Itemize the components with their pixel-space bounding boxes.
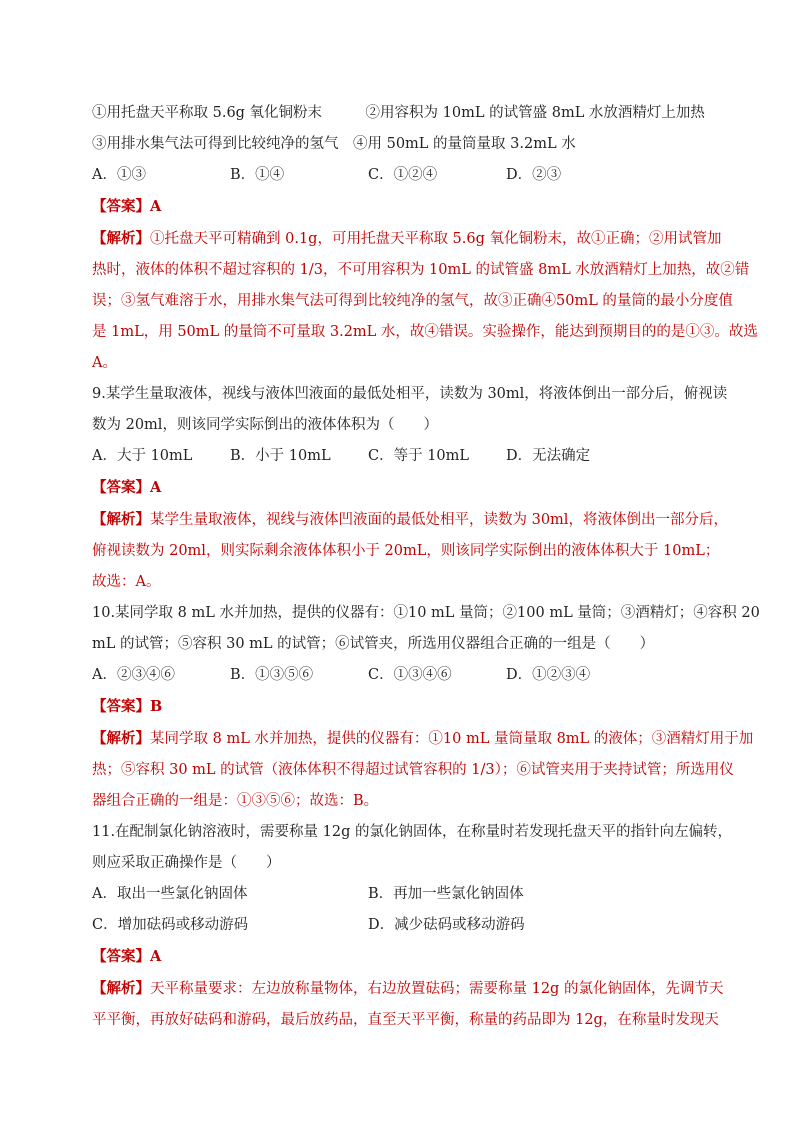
q10-stem-line-1: 10.某同学取 8 mL 水并加热，提供的仪器有：①10 mL 量筒；②100 mL 量筒；③酒精灯；④容积 20 — [92, 605, 760, 621]
q11-options-row-1 — [92, 879, 704, 910]
answer-tag: 【答案】 — [92, 698, 150, 715]
q11-analysis-line-2: 平平衡，再放好砝码和游码，最后放药品，直至天平平衡，称量的药品即为 12g，在称量时发现天 — [92, 1012, 719, 1028]
q8-analysis-line-1 — [92, 223, 722, 255]
answer-tag: 【答案】 — [92, 198, 150, 215]
q10-option-a: A．②③④⑥ — [92, 667, 175, 683]
analysis-text: ①托盘天平可精确到 0.1g，可用托盘天平称取 5.6g 氧化铜粉末，故①正确；②用试管加 — [150, 231, 722, 247]
q8-analysis-line-2: 热时，液体的体积不超过容积的 1/3，不可用容积为 10mL 的试管盛 8mL 水放酒精灯上加热，故②错 — [92, 262, 750, 278]
q10-analysis-line-1 — [92, 723, 754, 755]
analysis-tag: 【解析】 — [92, 980, 150, 997]
analysis-tag: 【解析】 — [92, 230, 150, 247]
q9-options — [92, 441, 704, 472]
q10-analysis-line-3: 器组合正确的一组是：①③⑤⑥；故选：B。 — [92, 793, 379, 809]
q8-option-d: D．②③ — [506, 167, 562, 183]
q10-answer — [92, 691, 704, 723]
q11-option-c: C．增加砝码或移动游码 — [92, 917, 249, 933]
q8-options — [92, 160, 704, 191]
q8-option-a: A．①③ — [92, 167, 146, 183]
q9-option-c: C．等于 10mL — [368, 448, 470, 464]
analysis-text: 某同学取 8 mL 水并加热，提供的仪器有：①10 mL 量筒量取 8mL 的液体；③酒精灯用于加 — [150, 731, 754, 747]
answer-tag: 【答案】 — [92, 948, 150, 965]
analysis-tag: 【解析】 — [92, 511, 150, 528]
q8-answer — [92, 191, 704, 223]
q9-answer — [92, 472, 704, 504]
q10-option-b: B．①③⑤⑥ — [230, 667, 314, 683]
q9-option-b: B．小于 10mL — [230, 448, 331, 464]
q9-option-a: A．大于 10mL — [92, 448, 193, 464]
document-page — [92, 98, 760, 1036]
q9-stem-line-2: 数为 20ml，则该同学实际倒出的液体体积为（ ） — [92, 417, 438, 433]
q8-statement-line-2: ③用排水集气法可得到比较纯净的氢气 ④用 50mL 的量筒量取 3.2mL 水 — [92, 136, 576, 152]
q11-answer — [92, 941, 704, 973]
q11-options-row-2 — [92, 910, 704, 941]
analysis-text: 某学生量取液体，视线与液体凹液面的最低处相平，读数为 30ml，将液体倒出一部分后， — [150, 512, 728, 528]
q8-option-c: C．①②④ — [368, 167, 438, 183]
q10-options — [92, 660, 704, 691]
answer-value: A — [150, 479, 162, 496]
q9-stem-line-1: 9.某学生量取液体，视线与液体凹液面的最低处相平，读数为 30ml，将液体倒出一部分后，俯视读 — [92, 386, 728, 402]
q9-analysis-line-1 — [92, 504, 728, 536]
q9-option-d: D．无法确定 — [506, 448, 591, 464]
q11-option-d: D．减少砝码或移动游码 — [368, 917, 525, 933]
q11-option-a: A．取出一些氯化钠固体 — [92, 886, 248, 902]
q11-option-b: B．再加一些氯化钠固体 — [368, 886, 524, 902]
q10-option-c: C．①③④⑥ — [368, 667, 452, 683]
q9-analysis-line-3: 故选：A。 — [92, 574, 161, 590]
q10-analysis-line-2: 热；⑤容积 30 mL 的试管（液体体积不得超过试管容积的 1/3）；⑥试管夹用于夹持试管；所选用仪 — [92, 762, 734, 778]
q8-analysis-line-5: A。 — [92, 355, 117, 371]
answer-value: B — [150, 698, 163, 715]
answer-value: A — [150, 948, 162, 965]
q11-stem-line-1: 11.在配制氯化钠溶液时，需要称量 12g 的氯化钠固体，在称量时若发现托盘天平的指针向左偏转， — [92, 824, 733, 840]
analysis-tag: 【解析】 — [92, 730, 150, 747]
q8-statement-line-1: ①用托盘天平称取 5.6g 氧化铜粉末 ②用容积为 10mL 的试管盛 8mL 水放酒精灯上加热 — [92, 105, 705, 121]
q8-analysis-line-3: 误；③氢气难溶于水，用排水集气法可得到比较纯净的氢气，故③正确④50mL 的量筒的最小分度值 — [92, 293, 733, 309]
q11-analysis-line-1 — [92, 973, 724, 1005]
q11-stem-line-2: 则应采取正确操作是（ ） — [92, 855, 281, 871]
answer-tag: 【答案】 — [92, 479, 150, 496]
q10-option-d: D．①②③④ — [506, 667, 591, 683]
q9-analysis-line-2: 俯视读数为 20ml，则实际剩余液体体积小于 20mL，则该同学实际倒出的液体体积大于 10mL； — [92, 543, 720, 559]
q8-analysis-line-4: 是 1mL，用 50mL 的量筒不可量取 3.2mL 水，故④错误。实验操作，能达到预期目的的是①③。故选 — [92, 324, 758, 340]
answer-value: A — [150, 198, 162, 215]
analysis-text: 天平称量要求：左边放称量物体，右边放置砝码；需要称量 12g 的氯化钠固体，先调节天 — [150, 981, 724, 997]
q8-option-b: B．①④ — [230, 167, 285, 183]
q10-stem-line-2: mL 的试管；⑤容积 30 mL 的试管；⑥试管夹，所选用仪器组合正确的一组是（ ） — [92, 636, 655, 652]
